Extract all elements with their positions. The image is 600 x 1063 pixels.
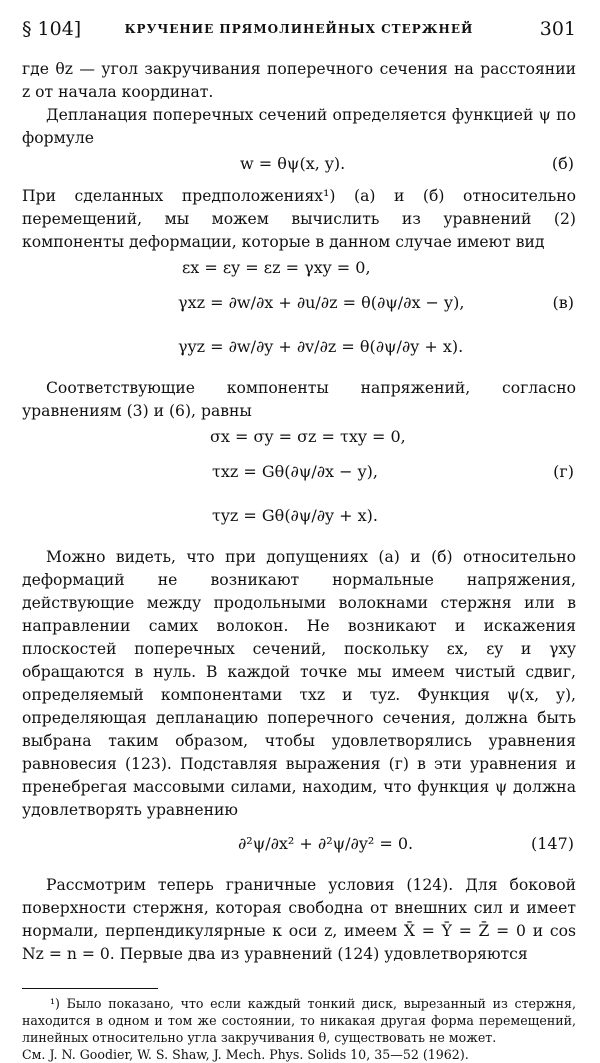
page-header xyxy=(22,12,576,48)
equation-g-line-2-formula: τxz = Gθ(∂ψ/∂x − y), xyxy=(212,462,378,481)
equation-v-line-3-formula: γyz = ∂w/∂y + ∂v/∂z = θ(∂ψ/∂y + x). xyxy=(178,337,464,356)
running-title: КРУЧЕНИЕ ПРЯМОЛИНЕЙНЫХ СТЕРЖНЕЙ xyxy=(124,22,474,36)
paragraph-3: При сделанных предположениях¹) (а) и (б) относительно перемещений, мы можем вычислить из уравнений (2) компоненты деформации, которые в данном случае имеют вид xyxy=(22,187,576,251)
equation-v-line-3 xyxy=(22,325,576,369)
equation-v-line-2-formula: γxz = ∂w/∂x + ∂u/∂z = θ(∂ψ/∂x − y), xyxy=(178,293,465,312)
paragraph-4: Соответствующие компоненты напряжений, согласно уравнениям (3) и (6), равны xyxy=(22,379,576,420)
equation-g-line-3-formula: τyz = Gθ(∂ψ/∂y + x). xyxy=(212,506,379,525)
equation-g-line-1-formula: σx = σy = σz = τxy = 0, xyxy=(210,427,406,446)
equation-147-formula: ∂²ψ/∂x² + ∂²ψ/∂y² = 0. xyxy=(238,834,414,853)
equation-147 xyxy=(22,822,576,866)
footnote-reference: См. J. N. Goodier, W. S. Shaw, J. Mech. Phys. Solids 10, 35—52 (1962). xyxy=(22,1047,469,1062)
equation-v-line-2 xyxy=(22,281,576,325)
equation-v-line-1-formula: εx = εy = εz = γxy = 0, xyxy=(182,258,371,277)
equation-g-line-2 xyxy=(22,450,576,494)
equation-b-tag: (б) xyxy=(551,154,574,173)
equation-g-line-1 xyxy=(22,423,576,450)
paragraph-1: где θz — угол закручивания поперечного сечения на расстоянии z от начала координат. xyxy=(22,60,576,101)
section-number: § 104] xyxy=(22,18,82,40)
equation-v-tag: (в) xyxy=(552,293,574,312)
equation-b-formula: w = θψ(x, y). xyxy=(240,154,346,173)
page-body xyxy=(22,58,576,1063)
footnote-divider xyxy=(22,988,158,989)
equation-g-line-3 xyxy=(22,494,576,538)
footnote-text: ¹) Было показано, что если каждый тонкий диск, вырезанный из стержня, находится в одном и том же состоянии, то никакая другая форма перемещений, линейных относительно угла закручивания θ, существовать не может. xyxy=(22,996,576,1045)
equation-b xyxy=(22,150,576,177)
paragraph-5: Можно видеть, что при допущениях (а) и (б) относительно деформаций не возникают нормальные напряжения, действующие между продольными волокнами стержня или в направлении самих волокон. Не возникают и искажения плоскостей поперечных сечений, поскольку εx, εy и γxy обращаются в нуль. В каждой точке мы имеем чистый сдвиг, определяемый компонентами τxz и τyz. Функция ψ(x, y), определяющая депланацию поперечного сечения, должна быть выбрана таким образом, чтобы удовлетворялись уравнения равновесия (123). Подставляя выражения (г) в эти уравнения и пренебрегая массовыми силами, находим, что функция ψ должна удовлетворять уравнению xyxy=(22,548,576,819)
equation-v-line-1 xyxy=(22,254,576,281)
equation-147-tag: (147) xyxy=(530,834,574,853)
equation-g-tag: (г) xyxy=(553,462,574,481)
paragraph-2: Депланация поперечных сечений определяется функцией ψ по формуле xyxy=(22,106,576,147)
page-number: 301 xyxy=(539,18,576,40)
paragraph-6: Рассмотрим теперь граничные условия (124). Для боковой поверхности стержня, которая свободна от внешних сил и имеет нормали, перпендикулярные к оси z, имеем X̄ = Ȳ = Z̄ = 0 и cos Nz = n = 0. Первые два из уравнений (124) удовлетворяются xyxy=(22,876,576,963)
